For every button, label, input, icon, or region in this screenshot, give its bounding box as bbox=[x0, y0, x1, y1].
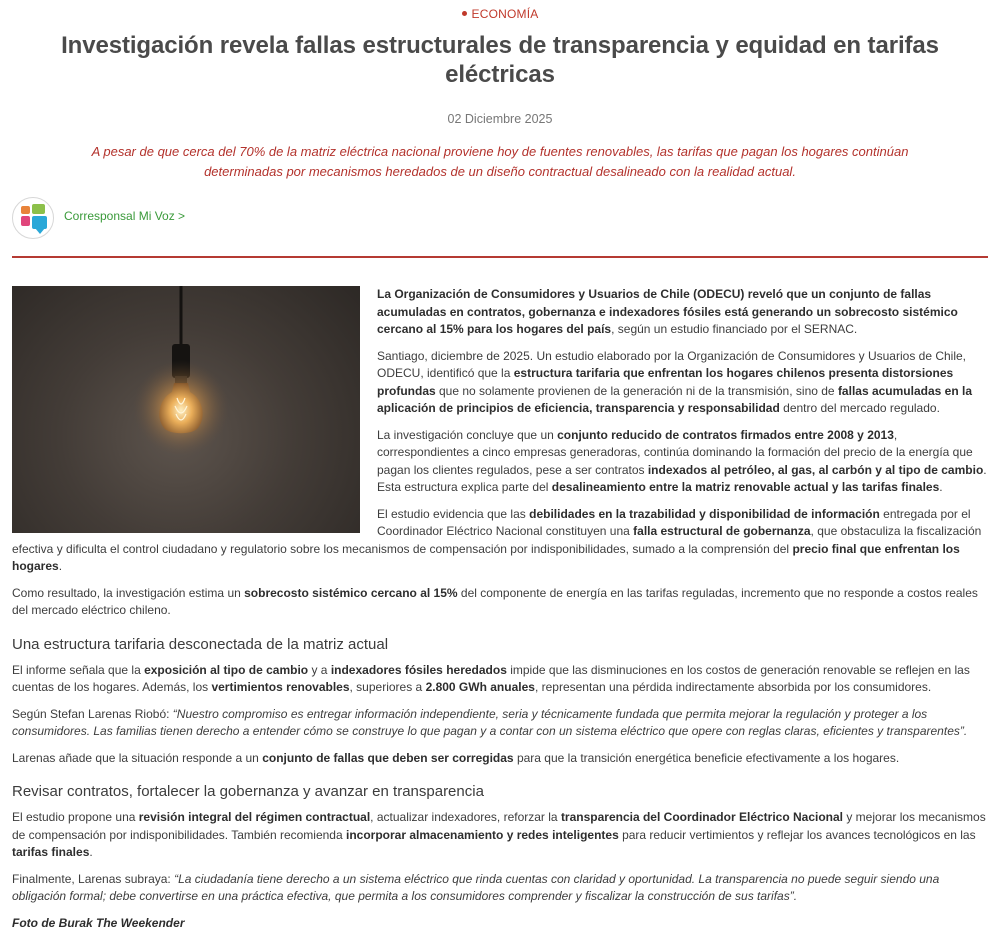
logo-bubble-tail bbox=[35, 228, 45, 234]
paragraph-1: La Organización de Consumidores y Usuarios de Chile (ODECU) reveló que un conjunto de fallas acumuladas en contratos, gobernanza e indexadores fósiles está generando un sobrecosto sistémico cercano al 15% para los hogares del país, según un estudio financiado por el SERNAC. bbox=[377, 287, 958, 336]
category-dot-icon bbox=[462, 11, 467, 16]
paragraph-5: Como resultado, la investigación estima un sobrecosto sistémico cercano al 15% del componente de energía en las tarifas reguladas, incremento que no responde a costos reales del mercado eléctrico chileno. bbox=[12, 585, 978, 617]
subheading-2: Revisar contratos, fortalecer la gobernanza y avanzar en transparencia bbox=[12, 783, 484, 800]
paragraph-4: El estudio evidencia que las debilidades en la trazabilidad y disponibilidad de información entregada por el Coordinador Eléctrico Nacional constituyen una falla estructural de gobernanza, que obstaculiza la fiscalización efectiva y dificulta el control ciudadano y regulatorio sobre los mecanismos de compensación por indisponibilidades, sumado a la comprensión del precio final que enfrentan los hogares. bbox=[12, 506, 982, 573]
paragraph-9: El estudio propone una revisión integral del régimen contractual, actualizar indexadores, reforzar la transparencia del Coordinador Eléctrico Nacional y mejorar los mecanismos de compensación por indisponibilidades. También recomienda incorporar almacenamiento y redes inteligentes para reducir vertimientos y reflejar los avances tecnológicos en las tarifas finales. bbox=[12, 810, 986, 859]
light-bulb-icon bbox=[12, 286, 360, 533]
article-body bbox=[12, 286, 988, 941]
paragraph-8: Larenas añade que la situación responde a un conjunto de fallas que deben ser corregidas para que la transición energética beneficie efectivamente a los hogares. bbox=[12, 750, 900, 765]
light-bulb-photo bbox=[12, 286, 360, 533]
logo-green-square bbox=[32, 204, 45, 214]
category-text[interactable]: ECONOMÍA bbox=[471, 7, 539, 21]
logo-orange-square bbox=[21, 206, 30, 214]
subheading-1: Una estructura tarifaria desconectada de la matriz actual bbox=[12, 635, 389, 653]
paragraph-6: El informe señala que la exposición al tipo de cambio y a indexadores fósiles heredados impide que las disminuciones en los costos de generación renovable se reflejen en las cuentas de los hogares. Además, los vertimientos renovables, superiores a 2.800 GWh anuales, representan una pérdida indirectamente absorbida por los consumidores. bbox=[12, 662, 970, 694]
article-date: 02 Diciembre 2025 bbox=[447, 112, 553, 126]
article-page bbox=[12, 0, 988, 930]
paragraph-2: Santiago, diciembre de 2025. Un estudio elaborado por la Organización de Consumidores y Usuarios de Chile, ODECU, identificó que la estructura tarifaria que enfrentan los hogares chilenos presenta distorsiones profundas que no solamente provienen de la generación ni de la transmisión, sino de fallas acumuladas en la aplicación de principios de eficiencia, transparencia y responsabilidad dentro del mercado regulado. bbox=[377, 348, 972, 415]
paragraph-10-quote: Finalmente, Larenas subraya: “La ciudadanía tiene derecho a un sistema eléctrico que rinda cuentas con claridad y oportunidad. La transparencia no puede seguir siendo una obligación formal; debe convertirse en una práctica efectiva, que permita a los consumidores comprender y fiscalizar la construcción de sus tarifas”. bbox=[12, 871, 940, 903]
logo-pink-square bbox=[21, 216, 30, 226]
section-divider bbox=[12, 256, 988, 258]
paragraph-7-quote: Según Stefan Larenas Riobó: “Nuestro compromiso es entregar información independiente, seria y técnicamente fundada que permita mejorar la regulación y proteger a los consumidores. Las familias tienen derecho a entender cómo se construye lo que pagan y a contar con un sistema eléctrico que opere con reglas claras, eficientes y transparentes”. bbox=[12, 706, 968, 738]
author-link[interactable]: Corresponsal Mi Voz > bbox=[64, 209, 186, 223]
paragraph-3: La investigación concluye que un conjunto reducido de contratos firmados entre 2008 y 2013, correspondientes a cinco empresas generadoras, continúa dominando la formación del precio de la energía que pagan los clientes regulados, pese a ser contratos indexados al petróleo, al gas, al carbón y al tipo de cambio. Esta estructura explica parte del desalineamiento entre la matriz renovable actual y las tarifas finales. bbox=[377, 427, 987, 494]
photo-credit: Foto de Burak The Weekender bbox=[12, 915, 185, 930]
article-title: Investigación revela fallas estructurales de transparencia y equidad en tarifas eléctricas bbox=[61, 32, 939, 88]
chat-bubbles-logo-icon[interactable] bbox=[12, 197, 54, 239]
category-label[interactable] bbox=[12, 7, 988, 21]
article-lead: A pesar de que cerca del 70% de la matriz eléctrica nacional proviene hoy de fuentes renovables, las tarifas que pagan los hogares continúan determinadas por mecanismos heredados de un diseño contractual desalineado con la realidad actual. bbox=[91, 144, 909, 179]
author-block[interactable] bbox=[12, 197, 185, 239]
